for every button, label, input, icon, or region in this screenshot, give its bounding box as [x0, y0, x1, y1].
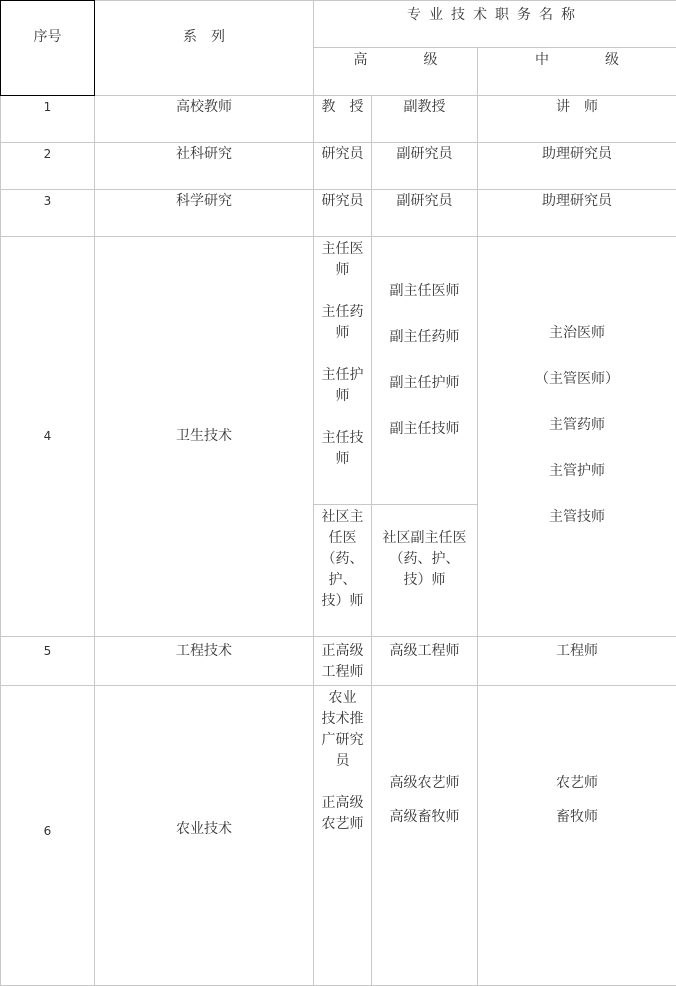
line: （主管医师） — [478, 369, 676, 390]
row-senior-b — [372, 686, 478, 986]
line: 护、 — [314, 570, 371, 591]
line: 员 — [314, 751, 371, 772]
row-series: 农业技术 — [95, 686, 314, 986]
row-index: 5 — [1, 637, 95, 686]
row-index: 4 — [1, 237, 95, 637]
line: 技）师 — [314, 591, 371, 612]
table-row — [1, 686, 676, 986]
row-community-b — [372, 505, 478, 637]
line: 主任护 — [314, 365, 371, 386]
line: 任医 — [314, 528, 371, 549]
line: 副主任护师 — [372, 373, 477, 394]
line: 高级农艺师 — [372, 773, 477, 794]
line: 农艺师 — [314, 814, 371, 835]
row-senior-b: 高级工程师 — [372, 637, 478, 686]
row-senior-a: 研究员 — [314, 190, 372, 237]
header-middle — [478, 48, 676, 96]
row-middle — [478, 237, 676, 637]
line: 师 — [314, 260, 371, 281]
line: 正高级 — [314, 793, 371, 814]
header-title — [314, 1, 676, 48]
line: 技术推 — [314, 709, 371, 730]
row-senior-b: 副研究员 — [372, 143, 478, 190]
table-row — [1, 637, 676, 686]
line: 主治医师 — [478, 323, 676, 344]
row-middle: 工程师 — [478, 637, 676, 686]
line: 主任技 — [314, 428, 371, 449]
header-series-label: 系 列 — [183, 29, 225, 45]
line: 农艺师 — [478, 773, 676, 794]
row-middle: 讲 师 — [478, 96, 676, 143]
line: 师 — [314, 323, 371, 344]
row-series: 工程技术 — [95, 637, 314, 686]
line: 主管药师 — [478, 415, 676, 436]
row-index: 1 — [1, 96, 95, 143]
row-series: 科学研究 — [95, 190, 314, 237]
line: 主任医 — [314, 239, 371, 260]
line: 副主任药师 — [372, 327, 477, 348]
row-series: 卫生技术 — [95, 237, 314, 637]
line: 副主任技师 — [372, 419, 477, 440]
row-senior-a — [314, 686, 372, 986]
row-middle: 助理研究员 — [478, 143, 676, 190]
row-senior-a: 研究员 — [314, 143, 372, 190]
line: 广研究 — [314, 730, 371, 751]
row-middle — [478, 686, 676, 986]
line: 工程师 — [314, 662, 371, 683]
header-series — [95, 1, 314, 96]
line: 畜牧师 — [478, 807, 676, 828]
row-index: 2 — [1, 143, 95, 190]
header-index-label: 序号 — [34, 29, 62, 45]
row-senior-a — [314, 237, 372, 505]
line: 社区副主任医 — [372, 528, 477, 549]
line: 主管护师 — [478, 461, 676, 482]
row-senior-a: 教 授 — [314, 96, 372, 143]
row-index: 6 — [1, 686, 95, 986]
header-senior — [314, 48, 478, 96]
line: 技）师 — [372, 570, 477, 591]
line: 主管技师 — [478, 507, 676, 528]
table-row — [1, 143, 676, 190]
line: 主任药 — [314, 302, 371, 323]
line: 师 — [314, 386, 371, 407]
row-community-a — [314, 505, 372, 637]
row-senior-b: 副教授 — [372, 96, 478, 143]
row-series: 社科研究 — [95, 143, 314, 190]
header-index — [1, 1, 95, 96]
table-row — [1, 190, 676, 237]
row-series: 高校教师 — [95, 96, 314, 143]
row-index: 3 — [1, 190, 95, 237]
line: 高级畜牧师 — [372, 807, 477, 828]
row-senior-a — [314, 637, 372, 686]
table-row — [1, 237, 676, 505]
line: （药、护、 — [372, 549, 477, 570]
line: 师 — [314, 449, 371, 470]
line: （药、 — [314, 549, 371, 570]
line: 农业 — [314, 688, 371, 709]
header-middle-label: 中 级 — [535, 52, 619, 68]
line: 正高级 — [314, 641, 371, 662]
header-senior-label: 高 级 — [354, 52, 438, 68]
row-senior-b — [372, 237, 478, 505]
header-title-label: 专业技术职务名称 — [407, 7, 583, 23]
line: 社区主 — [314, 507, 371, 528]
line: 副主任医师 — [372, 281, 477, 302]
table-row — [1, 96, 676, 143]
row-senior-b: 副研究员 — [372, 190, 478, 237]
row-middle: 助理研究员 — [478, 190, 676, 237]
